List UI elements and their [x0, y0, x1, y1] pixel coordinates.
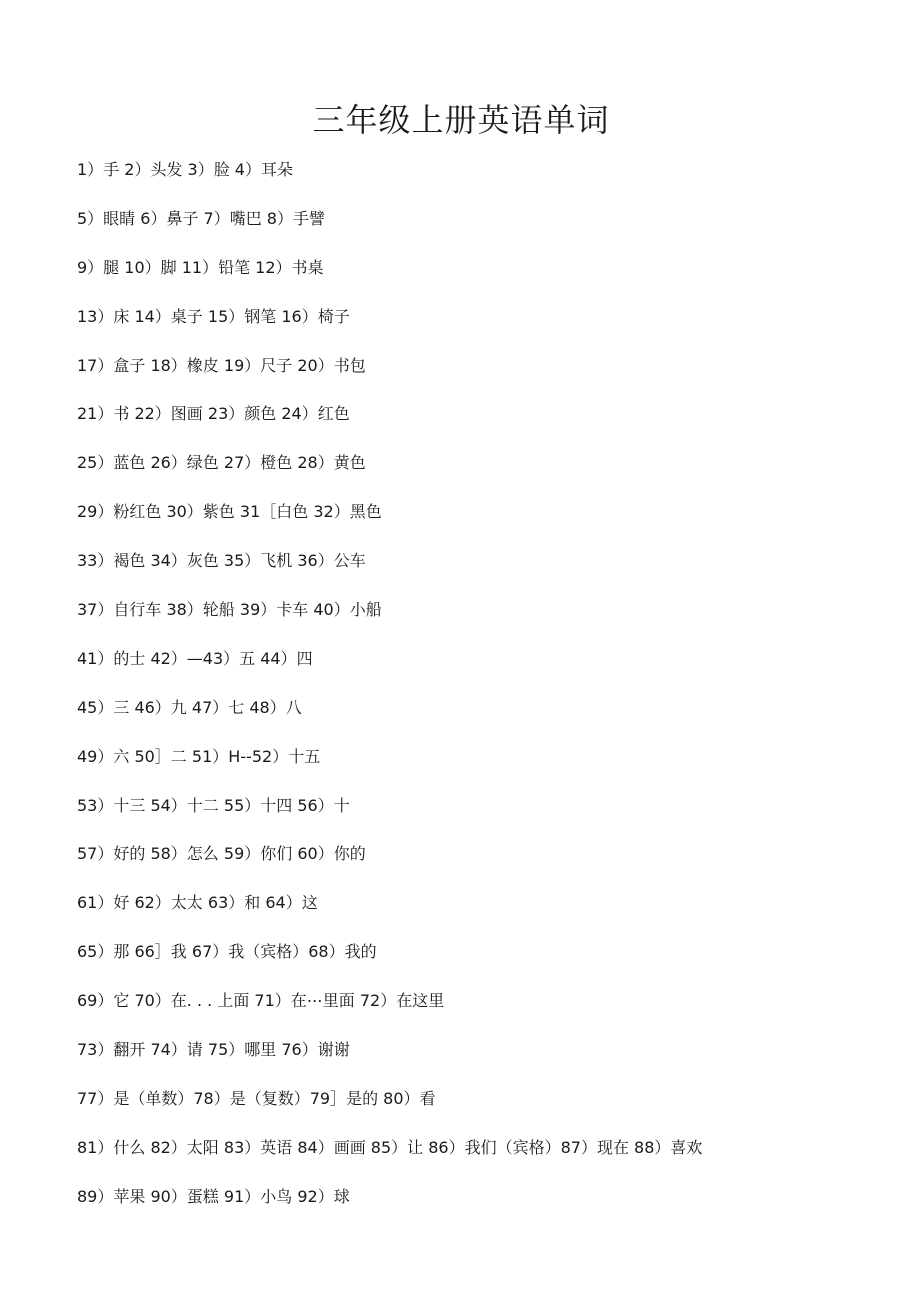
word-list	[77, 158, 877, 1234]
word-line: 21）书 22）图画 23）颜色 24）红色	[77, 404, 350, 424]
word-line: 65）那 66］我 67）我（宾格）68）我的	[77, 942, 377, 962]
word-line: 61）好 62）太太 63）和 64）这	[77, 893, 318, 913]
word-line: 33）褐色 34）灰色 35）飞机 36）公车	[77, 551, 366, 571]
word-line: 1）手 2）头发 3）脸 4）耳朵	[77, 160, 293, 179]
word-line: 53）十三 54）十二 55）十四 56）十	[77, 795, 350, 815]
word-line: 37）自行车 38）轮船 39）卡车 40）小船	[77, 600, 382, 620]
document-title	[0, 98, 920, 142]
word-line: 17）盒子 18）橡皮 19）尺子 20）书包	[77, 355, 366, 375]
word-line: 89）苹果 90）蛋糕 91）小鸟 92）球	[77, 1186, 350, 1206]
word-line: 41）的士 42）—43）五 44）四	[77, 648, 313, 668]
word-line: 13）床 14）桌子 15）钢笔 16）椅子	[77, 306, 350, 326]
word-line: 29）粉红色 30）紫色 31［白色 32）黑色	[77, 502, 382, 522]
word-line: 25）蓝色 26）绿色 27）橙色 28）黄色	[77, 453, 366, 473]
word-line: 45）三 46）九 47）七 48）八	[77, 697, 302, 717]
word-line: 77）是（单数）78）是（复数）79］是的 80）看	[77, 1088, 436, 1108]
word-line: 57）好的 58）怎么 59）你们 60）你的	[77, 844, 366, 864]
word-line: 9）腿 10）脚 11）铅笔 12）书桌	[77, 257, 324, 277]
word-line: 49）六 50］二 51）H--52）十五	[77, 746, 321, 766]
word-line: 73）翻开 74）请 75）哪里 76）谢谢	[77, 1040, 350, 1060]
word-line: 5）眼睛 6）鼻子 7）嘴巴 8）手譬	[77, 208, 325, 228]
document-title-text: 三年级上册英语单词	[312, 101, 610, 139]
word-line: 81）什么 82）太阳 83）英语 84）画画 85）让 86）我们（宾格）87）现在 88）喜欢	[77, 1137, 703, 1157]
word-line: 69）它 70）在. . . 上面 71）在⋯里面 72）在这里	[77, 991, 445, 1011]
